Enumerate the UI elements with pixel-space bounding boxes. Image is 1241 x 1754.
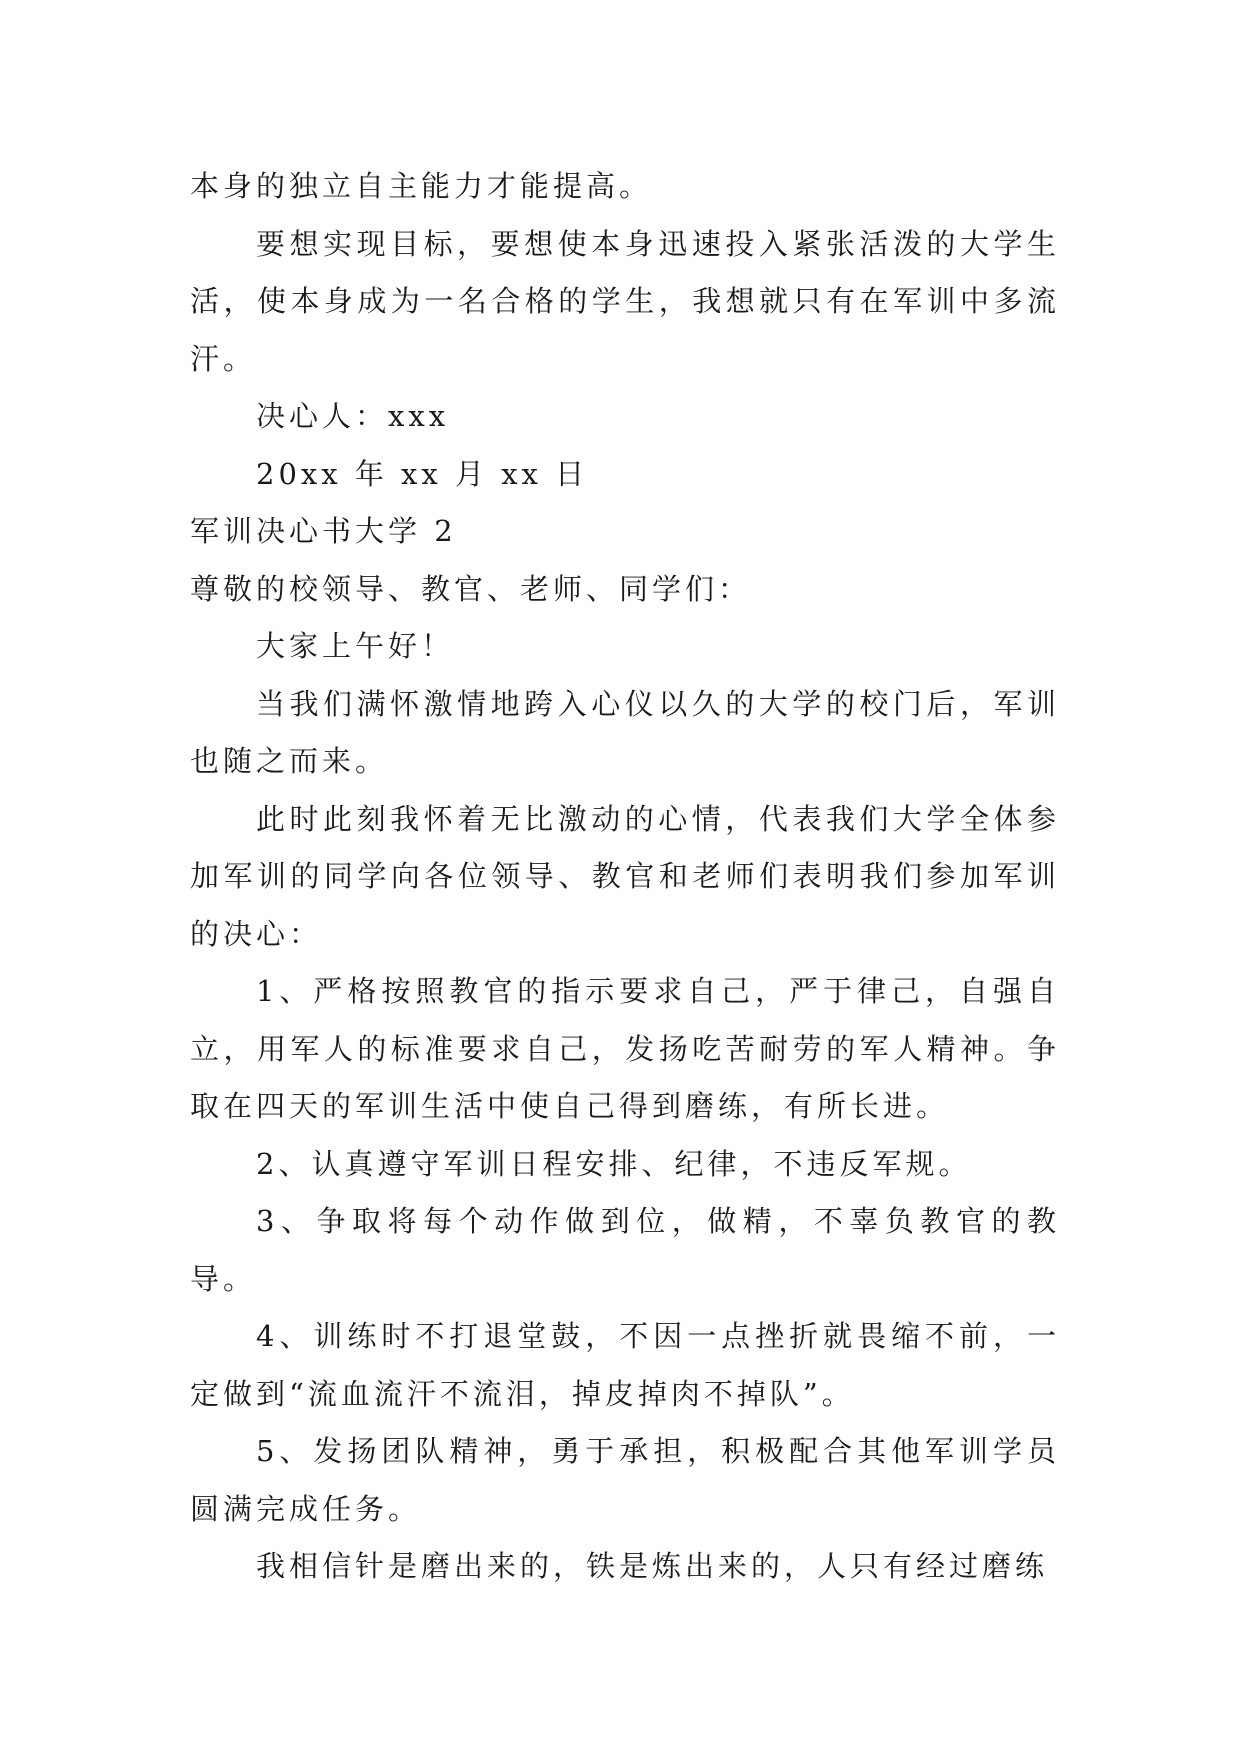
greeting: 大家上午好！ [256, 629, 455, 663]
paragraph: 此时此刻我怀着无比激动的心情，代表我们大学全体参加军训的同学向各位领导、教官和老师们表明我们参加军训的决心： [190, 801, 1060, 951]
list-item: 5、发扬团队精神，勇于承担，积极配合其他军训学员圆满完成任务。 [190, 1434, 1060, 1526]
list-item: 4、训练时不打退堂鼓，不因一点挫折就畏缩不前，一定做到“流血流汗不流泪，掉皮掉肉不掉队”。 [190, 1319, 1060, 1411]
paragraph: 要想实现目标，要想使本身迅速投入紧张活泼的大学生活，使本身成为一名合格的学生，我想就只有在军训中多流汗。 [190, 226, 1060, 376]
section-title: 军训决心书大学 2 [190, 514, 457, 548]
paragraph: 当我们满怀激情地跨入心仪以久的大学的校门后，军训也随之而来。 [190, 686, 1060, 778]
list-item: 1、严格按照教官的指示要求自己，严于律己，自强自立，用军人的标准要求自己，发扬吃苦耐劳的军人精神。争取在四天的军训生活中使自己得到磨练，有所长进。 [190, 974, 1060, 1123]
paragraph: 本身的独立自主能力才能提高。 [190, 169, 653, 203]
paragraph: 我相信针是磨出来的，铁是炼出来的，人只有经过磨练 [256, 1549, 1049, 1583]
document-body [190, 158, 1060, 1596]
salutation: 尊敬的校领导、教官、老师、同学们： [190, 571, 752, 606]
list-item: 3、争取将每个动作做到位，做精，不辜负教官的教导。 [190, 1204, 1060, 1296]
list-item: 2、认真遵守军训日程安排、纪律，不违反军规。 [256, 1146, 972, 1181]
signer-line: 决心人：xxx [256, 399, 450, 433]
date-line: 20xx 年 xx 月 xx 日 [256, 456, 589, 491]
